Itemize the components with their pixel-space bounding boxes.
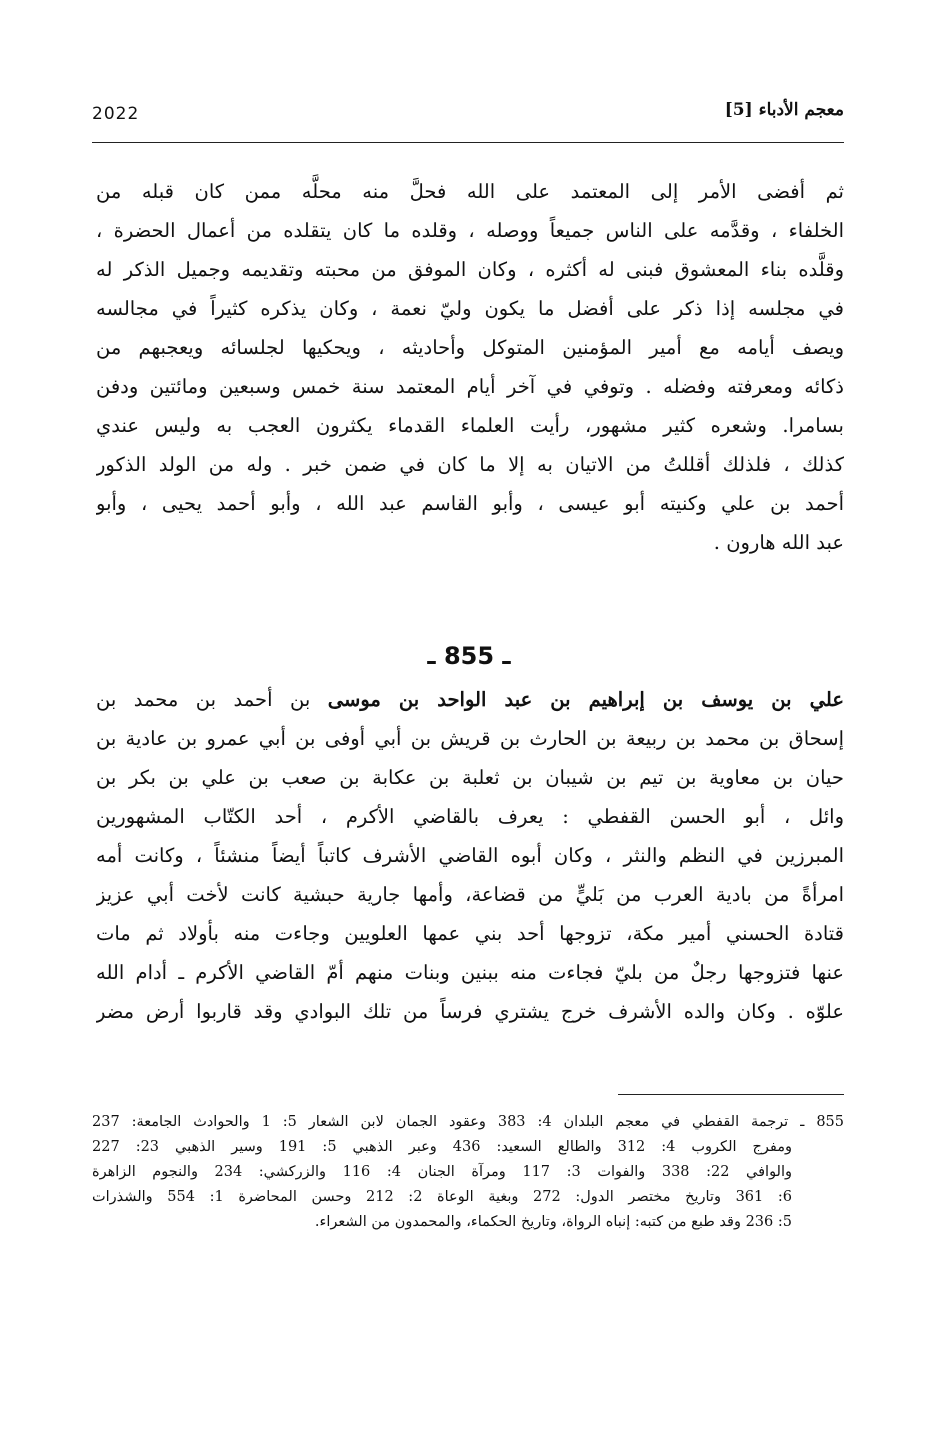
entry-number: ـ 855 ـ — [427, 642, 511, 670]
text-line: قتادة الحسني أمير مكة، تزوجها أحد بني عمها العلويين وجاءت منه بأولاد ثم مات — [96, 922, 844, 945]
text-line: إسحاق بن محمد بن ربيعة بن الحارث بن قريش بن أبي أوفى بن أبي عمرو بن عادية بن — [96, 727, 844, 750]
text-line: عنها فتزوجها رجلٌ من بليّ فجاءت منه ببنين وبنات منهم أمّ القاضي الأكرم ـ أدام الله — [96, 961, 844, 984]
text-line: وقلَّده بناء المعشوق فبنى له أكثره ، وكان الموفق من محبته وتقديمه وجميل الذكر له — [96, 258, 844, 281]
text-line: ذكائه ومعرفته وفضله . وتوفي في آخر أيام المعتمد سنة خمس وسبعين ومائتين ودفن — [96, 375, 844, 398]
text-line: في مجلسه إذا ذكر على أفضل ما يكون وليّ نعمة ، وكان يذكره كثيراً في مجالسه — [96, 297, 844, 320]
text-line: أحمد بن علي وكنيته أبو عيسى ، وأبو القاسم عبد الله ، وأبو أحمد يحيى ، وأبو — [96, 492, 844, 515]
footnote — [92, 1110, 844, 1235]
text-line: علوّه . وكان والده الأشرف خرج يشتري فرساً من تلك البوادي وقد قاربوا أرض مضر — [96, 1000, 844, 1023]
footnote-line: 5: 236 وقد طبع من كتبه: إنباه الرواة، وتاريخ الحكماء، والمحمدون من الشعراء. — [314, 1214, 792, 1230]
footnote-line: والوافي 22: 338 والفوات 3: 117 ومرآة الجنان 4: 116 والزركشي: 234 والنجوم الزاهرة — [92, 1164, 793, 1180]
text-line: حيان بن معاوية بن تيم بن شيبان بن ثعلبة بن عكابة بن صعب بن علي بن بكر بن — [96, 766, 844, 789]
text-line: كذلك ، فلذلك أقللتُ من الاتيان به إلا ما كان في ضمن خبر . وله من الولد الذكور — [96, 453, 844, 476]
footnote-line: ومفرج الكروب 4: 312 والطالع السعيد: 436 وعبر الذهبي 5: 191 وسير الذهبي 23: 227 — [92, 1139, 792, 1155]
entry-first-line — [96, 680, 844, 719]
entry-name-rest: بن أحمد بن محمد بن — [96, 688, 328, 711]
text-line: وائل ، أبو الحسن القفطي : يعرف بالقاضي الأكرم ، أحد الكتّاب المشهورين — [96, 805, 844, 828]
header-rule — [92, 142, 844, 143]
book-title: معجم الأدباء [5] — [724, 100, 844, 120]
text-line: بسامرا. وشعره كثير مشهور، رأيت العلماء القدماء يكثرون العجب به وليس عندي — [96, 414, 844, 437]
text-line: ويصف أيامه مع أمير المؤمنين المتوكل وأحاديثه ، ويحكيها لجلسائه ويعجبهم من — [96, 336, 844, 359]
text-line: عبد الله هارون . — [713, 531, 844, 554]
text-line: امرأةً من بادية العرب من بَليٍّ من قضاعة، وأمها جارية حبشية كانت لأخت أبي عزيز — [96, 883, 844, 906]
text-line: ثم أفضى الأمر إلى المعتمد على الله فحلَّ منه محلَّه ممن كان قبله من — [96, 180, 844, 203]
footnote-line: 855 ـ ترجمة القفطي في معجم البلدان 4: 383 وعقود الجمان لابن الشعار 5: 1 والحوادث الجامعة: 237 — [92, 1114, 844, 1130]
paragraph-continuation — [96, 172, 844, 562]
page-number: 2022 — [92, 104, 140, 124]
text-line: المبرزين في النظم والنثر ، وكان أبوه القاضي الأشرف كاتباً أيضاً منشئاً ، وكانت أمه — [96, 844, 844, 867]
entry-name: علي بن يوسف بن إبراهيم بن عبد الواحد بن موسى — [327, 688, 844, 711]
footnote-rule — [618, 1094, 844, 1095]
text-line: الخلفاء ، وقدَّمه على الناس جميعاً ووصله ، وقلده ما كان يتقلده من أعمال الحضرة ، — [96, 219, 844, 242]
running-head — [92, 98, 844, 138]
footnote-line: 6: 361 وتاريخ مختصر الدول: 272 وبغية الوعاة 2: 212 وحسن المحاضرة 1: 554 والشذرات — [92, 1189, 792, 1205]
entry-biography — [96, 680, 844, 1031]
